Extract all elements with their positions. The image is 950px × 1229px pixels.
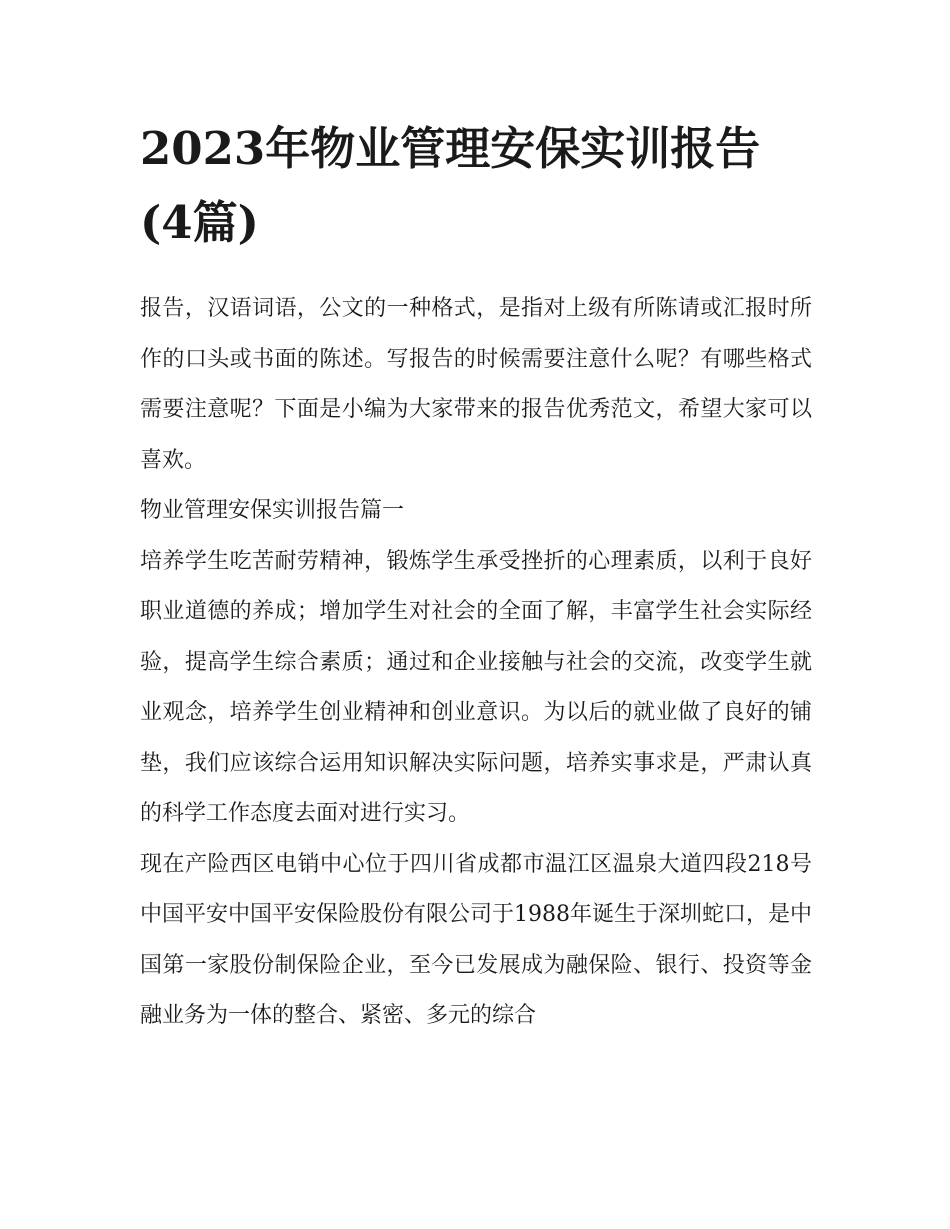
section-heading: 物业管理安保实训报告篇一 <box>140 498 405 523</box>
document-page <box>140 112 812 1042</box>
body-paragraph: 培养学生吃苦耐劳精神，锻炼学生承受挫折的心理素质，以利于良好职业道德的养成；增加学生对社会的全面了解，丰富学生社会实际经验，提高学生综合素质；通过和企业接触与社会的交流，改变学生就业观念，培养学生创业精神和创业意识。为以后的就业做了良好的铺垫，我们应该综合运用知识解决实际问题，培养实事求是，严肃认真的科学工作态度去面对进行实习。 <box>140 548 812 826</box>
document-title: 2023年物业管理安保实训报告(4篇) <box>140 122 761 249</box>
intro-paragraph: 报告，汉语词语，公文的一种格式，是指对上级有所陈请或汇报时所作的口头或书面的陈述。写报告的时候需要注意什么呢？有哪些格式需要注意呢？下面是小编为大家带来的报告优秀范文，希望大家可以喜欢。 <box>140 296 812 473</box>
body-paragraph: 现在产险西区电销中心位于四川省成都市温江区温泉大道四段218号中国平安中国平安保险股份有限公司于1988年诞生于深圳蛇口，是中国第一家股份制保险企业，至今已发展成为融保险、银行、投资等金融业务为一体的整合、紧密、多元的综合 <box>140 851 812 1028</box>
document-body <box>140 284 812 1042</box>
